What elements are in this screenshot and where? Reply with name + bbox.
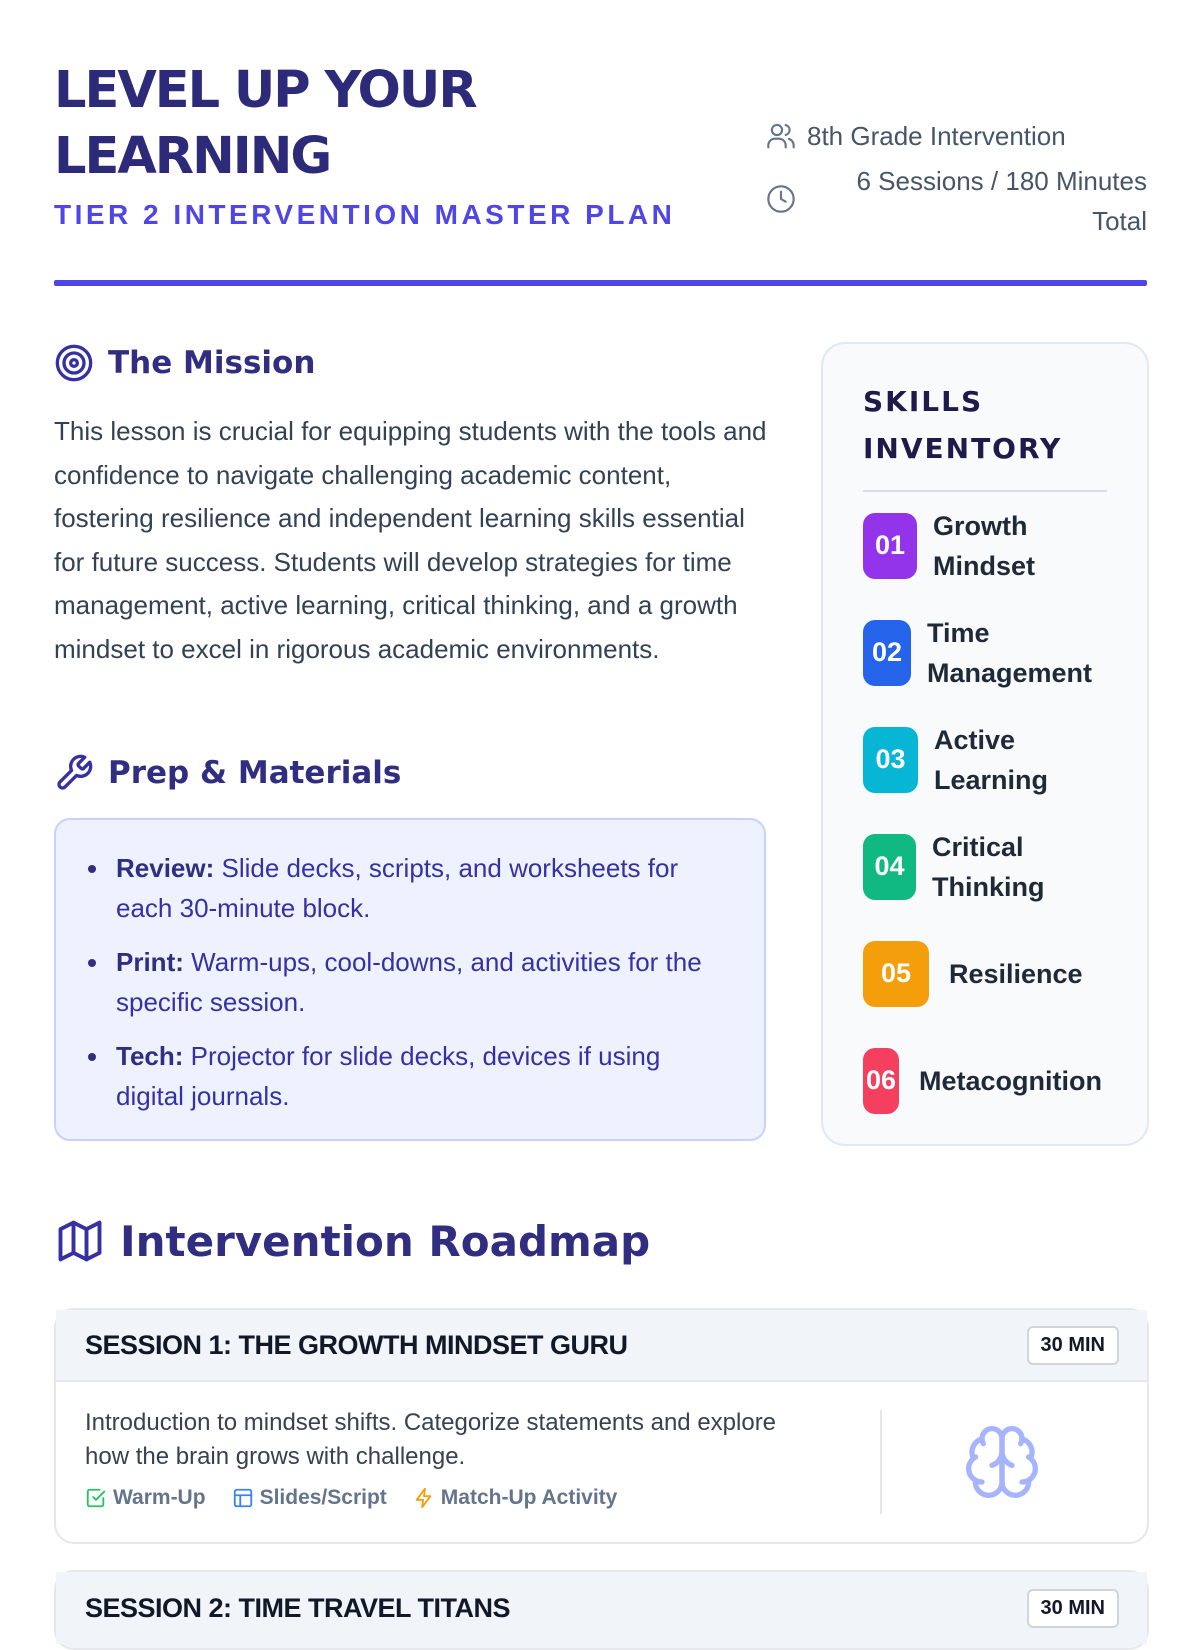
- tag-match-up-activity[interactable]: [413, 1486, 618, 1510]
- session-card-1: [54, 1308, 1149, 1544]
- skill-number-badge: 01: [863, 513, 917, 579]
- page-title-line-2: LEARNING: [54, 127, 331, 186]
- skill-item: [863, 599, 1107, 706]
- check-square-icon: [85, 1487, 107, 1509]
- tag-label: Match-Up Activity: [440, 1486, 618, 1509]
- duration-text: 6 Sessions / 180 Minutes Total: [856, 166, 1147, 236]
- map-icon: [54, 1215, 106, 1267]
- skill-number-badge: 05: [863, 941, 929, 1007]
- bolt-icon: [413, 1487, 435, 1509]
- prep-item-text: Projector for slide decks, devices if using digital journals.: [116, 1041, 661, 1111]
- page-title-line-1: LEVEL UP YOUR: [54, 61, 476, 120]
- prep-item-text: Warm-ups, cool-downs, and activities for the specific session.: [116, 947, 702, 1017]
- audience-text: 8th Grade Intervention: [807, 120, 1066, 151]
- session-card-2: [54, 1570, 1149, 1650]
- roadmap-heading-text: Intervention Roadmap: [120, 1216, 651, 1266]
- prep-materials-box: [54, 818, 766, 1141]
- page-header: [54, 58, 1147, 288]
- header-divider: [54, 280, 1147, 286]
- prep-item-text: Slide decks, scripts, and worksheets for each 30-minute block.: [116, 853, 679, 923]
- roadmap-heading: [54, 1215, 650, 1267]
- prep-heading-text: Prep & Materials: [108, 755, 402, 791]
- tag-label: Warm-Up: [113, 1486, 206, 1509]
- session-divider: [880, 1410, 882, 1514]
- prep-item-print: [116, 942, 734, 1022]
- session-header: [56, 1572, 1147, 1644]
- session-body: [56, 1382, 1147, 1544]
- skill-number-badge: 03: [863, 727, 918, 793]
- session-title: SESSION 1: THE GROWTH MINDSET GURU: [85, 1329, 628, 1360]
- duration-row: [757, 161, 1147, 241]
- target-icon: [54, 343, 94, 383]
- prep-item-label: Tech:: [116, 1041, 184, 1071]
- session-title: SESSION 2: TIME TRAVEL TITANS: [85, 1592, 511, 1623]
- mission-heading: [54, 343, 315, 383]
- tag-slides-script[interactable]: [232, 1486, 387, 1510]
- prep-item-label: Review:: [116, 853, 215, 883]
- session-description: Introduction to mindset shifts. Categorize statements and explore how the brain grows with challenge.: [85, 1409, 777, 1470]
- users-icon: [765, 120, 797, 152]
- skill-number-badge: 04: [863, 834, 916, 900]
- mission-heading-text: The Mission: [108, 345, 316, 381]
- page-subtitle: TIER 2 INTERVENTION MASTER PLAN: [54, 199, 676, 230]
- skill-name: Critical Thinking: [932, 831, 1045, 902]
- skills-inventory-title: SKILLS INVENTORY: [863, 378, 1107, 492]
- prep-item-review: [116, 848, 734, 928]
- skill-name: Active Learning: [934, 724, 1049, 795]
- session-resource-tags: [85, 1486, 643, 1510]
- skills-inventory-card: [821, 342, 1149, 1146]
- skill-number-badge: 06: [863, 1048, 899, 1114]
- header-meta: [757, 116, 1147, 241]
- audience-row: [757, 116, 1147, 156]
- skill-item: [863, 492, 1107, 599]
- brain-icon: [962, 1422, 1042, 1502]
- skill-name: Growth Mindset: [933, 510, 1036, 581]
- skill-name: Metacognition: [919, 1065, 1102, 1096]
- prep-item-label: Print:: [116, 947, 184, 977]
- mission-body: This lesson is crucial for equipping students with the tools and confidence to navigate challenging academic content, fostering resilience and independent learning skills essential for future success. Students will develop strategies for time management, active learning, critical thinking, and a growth mindset to excel in rigorous academic environments.: [54, 416, 767, 664]
- tag-label: Slides/Script: [259, 1486, 387, 1509]
- skill-name: Time Management: [927, 617, 1093, 688]
- session-header: [56, 1310, 1147, 1382]
- tag-warm-up[interactable]: [85, 1486, 206, 1510]
- prep-list: [116, 848, 734, 1116]
- session-duration-badge: 30 MIN: [1027, 1326, 1119, 1365]
- wrench-icon: [54, 753, 94, 793]
- clock-icon: [765, 183, 797, 215]
- skill-item: [863, 1027, 1107, 1134]
- layout-icon: [232, 1487, 254, 1509]
- skill-item: [863, 920, 1107, 1027]
- prep-heading: [54, 753, 401, 793]
- session-duration-badge: 30 MIN: [1027, 1589, 1119, 1628]
- skill-name: Resilience: [949, 958, 1083, 989]
- skill-item: [863, 813, 1107, 920]
- prep-item-tech: [116, 1036, 734, 1116]
- skill-number-badge: 02: [863, 620, 911, 686]
- skill-item: [863, 706, 1107, 813]
